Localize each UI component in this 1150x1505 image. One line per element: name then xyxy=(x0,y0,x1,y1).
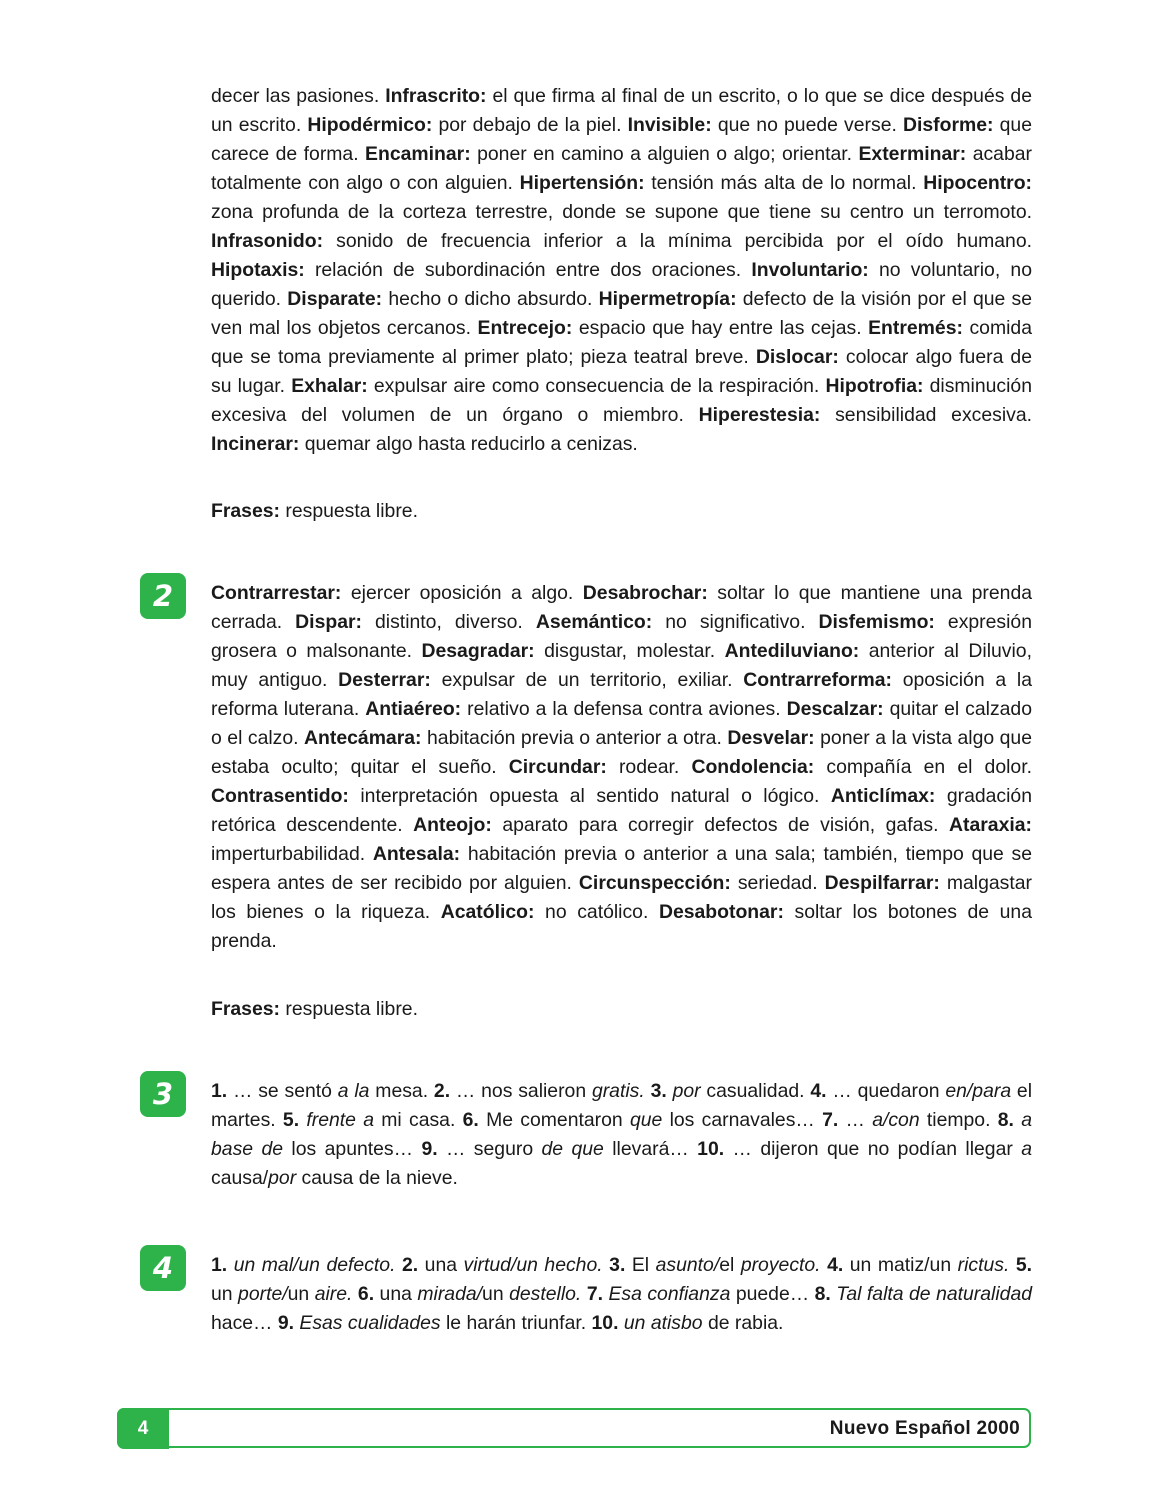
sentence-text: los apuntes… xyxy=(283,1138,422,1160)
answer-text: rictus. xyxy=(957,1254,1010,1276)
term: Hipotaxis: xyxy=(211,259,305,281)
term: Exhalar: xyxy=(291,375,368,397)
term: Asemántico: xyxy=(535,611,653,633)
item-number: 7. xyxy=(822,1109,839,1131)
term: Hipermetropía: xyxy=(598,288,737,310)
answer-text: Esa confianza xyxy=(608,1283,731,1305)
answer-text: aire. xyxy=(314,1283,353,1305)
sentence-text: una xyxy=(418,1254,464,1276)
term: Circundar: xyxy=(508,756,607,778)
frases-label: Frases: xyxy=(211,998,280,1020)
sentence-text: … dijeron que no podían llegar xyxy=(724,1138,1022,1160)
term: Condolencia: xyxy=(691,756,815,778)
term: Antiaéreo: xyxy=(365,698,462,720)
sentence-text: el martes. xyxy=(211,1080,1033,1131)
item-number: 4. xyxy=(810,1080,827,1102)
term: Involuntario: xyxy=(751,259,869,281)
definition: quitar el calzado o el calzo. xyxy=(211,698,1032,749)
term: Disparate: xyxy=(287,288,383,310)
definition: el que firma al final de un escrito, o lo que se dice después de un escrito. xyxy=(211,85,1032,136)
section-1-frases xyxy=(211,497,418,526)
item-number: 8. xyxy=(814,1283,831,1305)
sentence-text: El xyxy=(625,1254,656,1276)
book-title: Nuevo Español 2000 xyxy=(829,1418,1020,1439)
definition: gradación retórica descendente. xyxy=(211,785,1032,836)
term: Infrasonido: xyxy=(211,230,324,252)
definition: expulsar de un territorio, exiliar. xyxy=(430,669,744,691)
answer-text: de que xyxy=(541,1138,604,1160)
sentence-text: un xyxy=(482,1283,510,1305)
exercise-3-badge: 3 xyxy=(140,1071,186,1117)
sentence-text: de rabia. xyxy=(702,1312,784,1334)
definition: poner en camino a alguien o algo; orientar. xyxy=(470,143,859,165)
frases-text: respuesta libre. xyxy=(280,998,418,1020)
sentence-text: el xyxy=(719,1254,741,1276)
definition: no significativo. xyxy=(652,611,819,633)
frases-text: respuesta libre. xyxy=(280,500,418,522)
term: Contrarrestar: xyxy=(211,582,342,604)
definition: no voluntario, no querido. xyxy=(211,259,1032,310)
term: Entrecejo: xyxy=(477,317,573,339)
sentence-text: Me comentaron xyxy=(478,1109,630,1131)
definition: oposición a la reforma luterana. xyxy=(211,669,1032,720)
section-2-text xyxy=(211,579,1032,956)
answer-text: por xyxy=(268,1167,297,1189)
item-number: 1. xyxy=(211,1254,228,1276)
item-number: 3. xyxy=(650,1080,667,1102)
term: Antediluviano: xyxy=(724,640,860,662)
section-2-frases xyxy=(211,995,418,1024)
sentence-text: … xyxy=(838,1109,873,1131)
exercise-2-badge: 2 xyxy=(140,573,186,619)
sentence-text: … se sentó xyxy=(227,1080,338,1102)
definition: que carece de forma. xyxy=(211,114,1033,165)
definition: quemar algo hasta reducirlo a cenizas. xyxy=(299,433,638,455)
answer-text: un mal/un defecto. xyxy=(233,1254,396,1276)
sentence-text: tiempo. xyxy=(919,1109,998,1131)
term: Invisible: xyxy=(627,114,712,136)
term: Desterrar: xyxy=(338,669,431,691)
answer-text: a base de xyxy=(211,1109,1032,1160)
term: Desabrochar: xyxy=(582,582,708,604)
sentence-text: … quedaron xyxy=(826,1080,946,1102)
item-number: 2. xyxy=(433,1080,451,1102)
definition: soltar lo que mantiene una prenda cerrada. xyxy=(211,582,1033,633)
sentence-text: le harán triunfar. xyxy=(440,1312,592,1334)
definition: distinto, diverso. xyxy=(361,611,536,633)
exercise-4-badge: 4 xyxy=(140,1245,186,1291)
item-number: 9. xyxy=(421,1138,438,1160)
term: Hipotrofia: xyxy=(825,375,924,397)
answer-text: un atisbo xyxy=(623,1312,703,1334)
item-number: 4. xyxy=(827,1254,844,1276)
answer-text: mirada/ xyxy=(417,1283,483,1305)
definition: colocar algo fuera de su lugar. xyxy=(211,346,1032,397)
answer-text: proyecto. xyxy=(740,1254,821,1276)
term: Descalzar: xyxy=(786,698,884,720)
item-number: 2. xyxy=(401,1254,419,1276)
item-number: 9. xyxy=(277,1312,294,1334)
term: Contrasentido: xyxy=(211,785,349,807)
term: Hipertensión: xyxy=(519,172,645,194)
term: Antecámara: xyxy=(304,727,422,749)
definition: expresión grosera o malsonante. xyxy=(211,611,1032,662)
definition: espacio que hay entre las cejas. xyxy=(572,317,869,339)
definition: malgastar los bienes o la riqueza. xyxy=(211,872,1033,923)
term: Hiperestesia: xyxy=(698,404,821,426)
sentence-text: … seguro xyxy=(437,1138,542,1160)
definition: no católico. xyxy=(534,901,659,923)
item-number: 8. xyxy=(997,1109,1014,1131)
term: Anteojo: xyxy=(413,814,492,836)
definition: rodear. xyxy=(606,756,692,778)
term: Dislocar: xyxy=(755,346,839,368)
definition: expulsar aire como consecuencia de la respiración. xyxy=(367,375,826,397)
answer-text: a xyxy=(1021,1138,1033,1160)
definition: poner a la vista algo que estaba oculto; quitar el sueño. xyxy=(211,727,1032,778)
term: Ataraxia: xyxy=(949,814,1033,836)
sentence-text: un xyxy=(287,1283,315,1305)
definition: sonido de frecuencia inferior a la mínima percibida por el oído humano. xyxy=(323,230,1032,252)
item-number: 1. xyxy=(211,1080,228,1102)
term: Infrascrito: xyxy=(385,85,487,107)
definition: ejercer oposición a algo. xyxy=(341,582,583,604)
term: Hipocentro: xyxy=(923,172,1033,194)
definition: sensibilidad excesiva. xyxy=(820,404,1032,426)
term: Entremés: xyxy=(868,317,963,339)
term: Antesala: xyxy=(372,843,461,865)
sentence-text: una xyxy=(374,1283,418,1305)
answer-text: frente a xyxy=(306,1109,375,1131)
term: Exterminar: xyxy=(858,143,967,165)
item-number: 10. xyxy=(697,1138,725,1160)
item-number: 7. xyxy=(586,1283,603,1305)
definition: habitación previa o anterior a una sala; también, tiempo que se espera antes de ser recibido por alguien. xyxy=(211,843,1032,894)
definition: disminución excesiva del volumen de un órgano o miembro. xyxy=(211,375,1033,426)
sentence-text: un xyxy=(211,1283,239,1305)
term: Desagradar: xyxy=(421,640,535,662)
definition: zona profunda de la corteza terrestre, donde se supone que tiene su centro un terromoto. xyxy=(211,201,1032,223)
definition: disgustar, molestar. xyxy=(534,640,725,662)
definition: relativo a la defensa contra aviones. xyxy=(461,698,787,720)
answer-text: destello. xyxy=(509,1283,582,1305)
sentence-text: mesa. xyxy=(369,1080,434,1102)
answer-text: a la xyxy=(337,1080,370,1102)
answer-text: virtud/un hecho. xyxy=(463,1254,603,1276)
answer-text: en/para xyxy=(945,1080,1012,1102)
definition: seriedad. xyxy=(730,872,825,894)
answer-text: porte/ xyxy=(238,1283,288,1305)
section-4-text xyxy=(211,1251,1032,1338)
definition: anterior al Diluvio, muy antiguo. xyxy=(211,640,1032,691)
answer-text: que xyxy=(629,1109,663,1131)
sentence-text: casualidad. xyxy=(700,1080,811,1102)
item-number: 6. xyxy=(357,1283,375,1305)
item-number: 6. xyxy=(462,1109,479,1131)
definition: imperturbabilidad. xyxy=(211,843,373,865)
sentence-text: … nos salieron xyxy=(450,1080,592,1102)
definition: defecto de la visión por el que se ven mal los objetos cercanos. xyxy=(211,288,1033,339)
term: Hipodérmico: xyxy=(307,114,433,136)
term: Anticlímax: xyxy=(830,785,936,807)
term: Circunspección: xyxy=(578,872,731,894)
sentence-text: los carnavales… xyxy=(662,1109,823,1131)
term: Disfemismo: xyxy=(818,611,935,633)
item-number: 5. xyxy=(282,1109,300,1131)
definition: compañía en el dolor. xyxy=(814,756,1032,778)
sentence-text: causa/ xyxy=(211,1167,269,1189)
term: Desvelar: xyxy=(727,727,815,749)
answer-text: a/con xyxy=(872,1109,920,1131)
answer-text: asunto/ xyxy=(655,1254,720,1276)
sentence-text: puede… xyxy=(730,1283,815,1305)
definition: que no puede verse. xyxy=(711,114,903,136)
answer-text: gratis. xyxy=(591,1080,645,1102)
definition: habitación previa o anterior a otra. xyxy=(421,727,728,749)
section-1-text xyxy=(211,82,1032,459)
definition: hecho o dicho absurdo. xyxy=(382,288,599,310)
definition: por debajo de la piel. xyxy=(432,114,628,136)
term: Incinerar: xyxy=(211,433,300,455)
answer-text: por xyxy=(672,1080,701,1102)
page-number: 4 xyxy=(117,1408,169,1449)
definition: comida que se toma previamente al primer plato; pieza teatral breve. xyxy=(211,317,1032,368)
answer-text: Esas cualidades xyxy=(299,1312,441,1334)
term: Desabotonar: xyxy=(658,901,784,923)
sentence-text: causa de la nieve. xyxy=(296,1167,458,1189)
sentence-text: un matiz/un xyxy=(843,1254,958,1276)
term: Acatólico: xyxy=(440,901,535,923)
item-number: 10. xyxy=(591,1312,619,1334)
term: Despilfarrar: xyxy=(824,872,940,894)
definition: interpretación opuesta al sentido natural o lógico. xyxy=(348,785,831,807)
term: Encaminar: xyxy=(365,143,471,165)
definition: aparato para corregir defectos de visión, gafas. xyxy=(491,814,950,836)
definition: acabar totalmente con algo o con alguien. xyxy=(211,143,1032,194)
definition: relación de subordinación entre dos oraciones. xyxy=(304,259,752,281)
frases-label: Frases: xyxy=(211,500,280,522)
sentence-text: mi casa. xyxy=(374,1109,463,1131)
term: Contrarreforma: xyxy=(743,669,892,691)
term: Dispar: xyxy=(295,611,362,633)
item-number: 5. xyxy=(1015,1254,1033,1276)
definition: decer las pasiones. xyxy=(211,85,386,107)
sentence-text: hace… xyxy=(211,1312,278,1334)
term: Disforme: xyxy=(903,114,994,136)
section-3-text xyxy=(211,1077,1032,1193)
answer-text: Tal falta de naturalidad xyxy=(836,1283,1033,1305)
definition: tensión más alta de lo normal. xyxy=(644,172,924,194)
sentence-text: llevará… xyxy=(603,1138,698,1160)
definition: soltar los botones de una prenda. xyxy=(211,901,1032,952)
item-number: 3. xyxy=(609,1254,626,1276)
